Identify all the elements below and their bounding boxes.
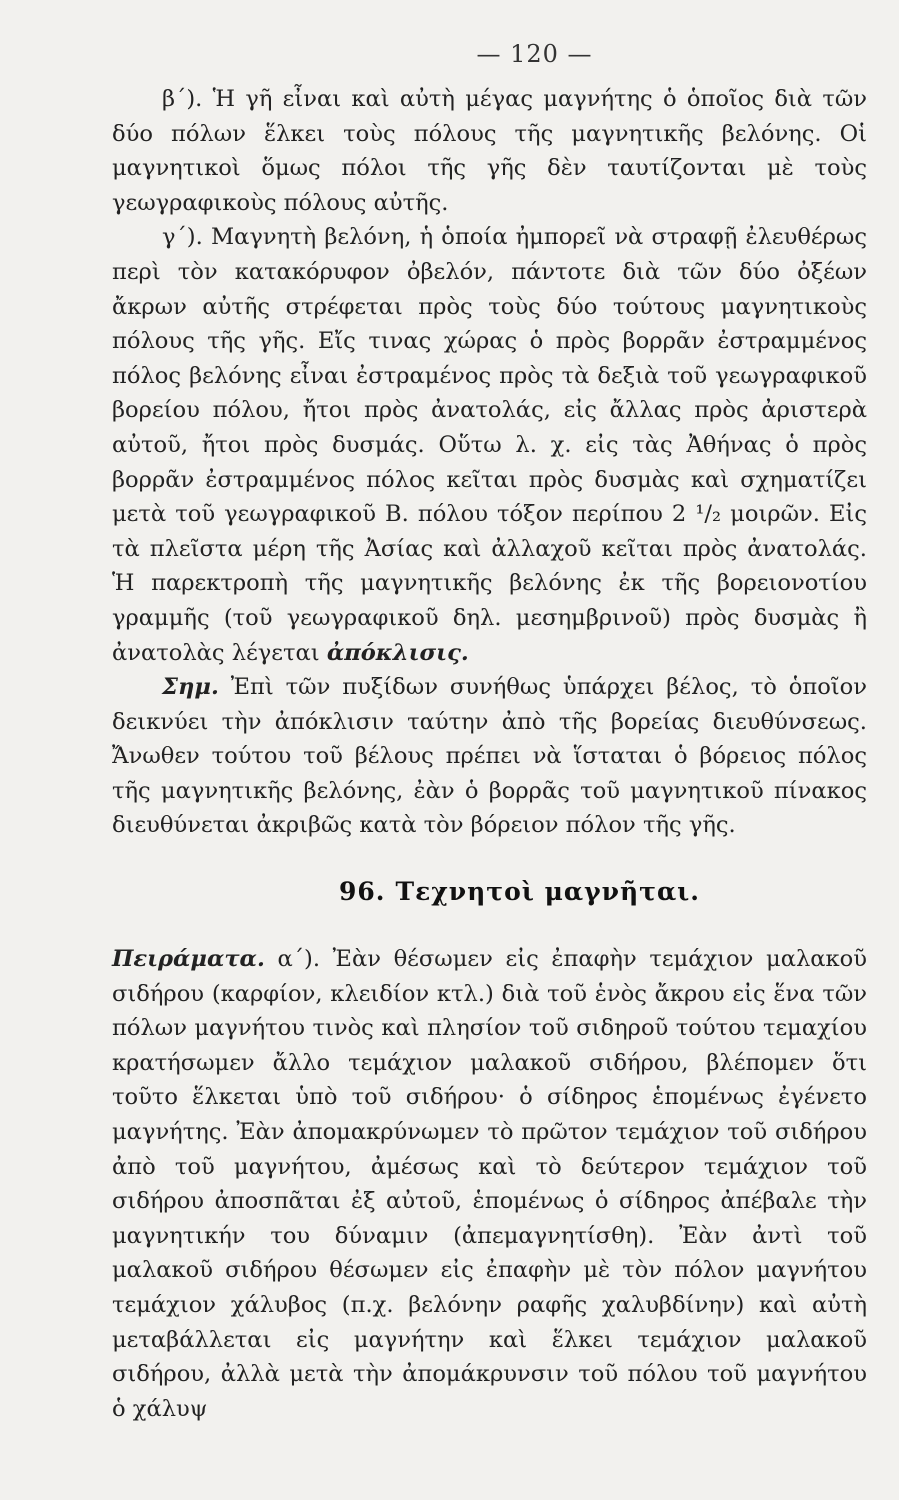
paragraph-beta: β΄). Ἡ γῆ εἶναι καὶ αὐτὴ μέγας μαγνήτης ὁ ὁποῖος διὰ τῶν δύο πόλων ἕλκει τοὺς πόλους τῆς μαγνητικῆς βελόνης. Οἱ μαγνητικοὶ ὅμως πόλοι τῆς γῆς δὲν ταυτίζονται μὲ τοὺς γεωγραφικοὺς πόλους αὐτῆς. [112,86,867,216]
section-title: Τεχνητοὶ μαγνῆται. [395,877,700,907]
section-heading [172,877,867,906]
note-label: Σημ. [162,674,219,701]
note-text: Ἐπὶ τῶν πυξίδων συνήθως ὑπάρχει βέλος, τὸ ὁποῖον δεικνύει τὴν ἀπόκλισιν ταύτην ἀπὸ τῆς βορείας διευθύνσεως. Ἄνωθεν τούτου τοῦ βέλους πρέπει νὰ ἵσταται ὁ βόρειος πόλος τῆς μαγνητικῆς βελόνης, ἐὰν ὁ βορρᾶς τοῦ μαγνητικοῦ πίνακος διευθύνεται ἀκριβῶς κατὰ τὸν βόρειον πόλον τῆς γῆς. [112,674,867,839]
experiments-label: Πειράματα. [112,946,265,973]
paragraph-experiments [112,942,867,1426]
paragraph-gamma [112,220,867,670]
paragraph-note [112,670,867,843]
experiments-text: α΄). Ἐὰν θέσωμεν εἰς ἐπαφὴν τεμάχιον μαλακοῦ σιδήρου (καρφίον, κλειδίον κτλ.) διὰ τοῦ ἑνὸς ἄκρου εἰς ἕνα τῶν πόλων μαγνήτου τινὸς καὶ πλησίον τοῦ σιδηροῦ τούτου τεμαχίου κρατήσωμεν ἄλλο τεμάχιον μαλακοῦ σιδήρου, βλέπομεν ὅτι τοῦτο ἕλκεται ὑπὸ τοῦ σιδήρου· ὁ σίδηρος ἑπομένως ἐγένετο μαγνήτης. Ἐὰν ἀπομακρύνωμεν τὸ πρῶτον τεμάχιον τοῦ σιδήρου ἀπὸ τοῦ μαγνήτου, ἀμέσως καὶ τὸ δεύτερον τεμάχιον τοῦ σιδήρου ἀποσπᾶται ἐξ αὐτοῦ, ἑπομένως ὁ σίδηρος ἀπέβαλε τὴν μαγνητικήν του δύναμιν (ἀπεμαγνητίσθη). Ἐὰν ἀντὶ τοῦ μαλακοῦ σιδήρου θέσωμεν εἰς ἐπαφὴν μὲ τὸν πόλον μαγνήτου τεμάχιον χάλυβος (π.χ. βελόνην ραφῆς χαλυβδίνην) καὶ αὐτὴ μεταβάλλεται εἰς μαγνήτην καὶ ἕλκει τεμάχιον μαλακοῦ σιδήρου, ἀλλὰ μετὰ τὴν ἀπομάκρυνσιν τοῦ πόλου τοῦ μαγνήτου ὁ χάλυψ [112,946,867,1422]
term-apoklisis: ἀπόκλισις. [326,639,469,666]
paragraph-gamma-text: γ΄). Μαγνητὴ βελόνη, ἡ ὁποία ἠμπορεῖ νὰ στραφῇ ἐλευθέρως περὶ τὸν κατακόρυφον ὀβελόν, πάντοτε διὰ τῶν δύο ὀξέων ἄκρων αὐτῆς στρέφεται πρὸς τοὺς δύο τούτους μαγνητικοὺς πόλους τῆς γῆς. Εἴς τινας χώρας ὁ πρὸς βορρᾶν ἐστραμμένος πόλος βελόνης εἶναι ἐστραμένος πρὸς τὰ δεξιὰ τοῦ γεωγραφικοῦ βορείου πόλου, ἤτοι πρὸς ἀνατολάς, εἰς ἄλλας πρὸς ἀριστερὰ αὐτοῦ, ἤτοι πρὸς δυσμάς. Οὕτω λ. χ. εἰς τὰς Ἀθήνας ὁ πρὸς βορρᾶν ἐστραμμένος πόλος κεῖται πρὸς δυσμὰς καὶ σχηματίζει μετὰ τοῦ γεωγραφικοῦ Β. πόλου τόξον περίπου 2 ¹/₂ μοιρῶν. Εἰς τὰ πλεῖστα μέρη τῆς Ἀσίας καὶ ἀλλαχοῦ κεῖται πρὸς ἀνατολάς. Ἡ παρεκτροπὴ τῆς μαγνητικῆς βελόνης ἐκ τῆς βορειονοτίου γραμμῆς (τοῦ γεωγραφικοῦ δηλ. μεσημβρινοῦ) πρὸς δυσμὰς ἢ ἀνατολὰς λέγεται [112,224,867,666]
section-number: 96. [339,877,386,907]
page-number: — 120 — [476,40,593,68]
